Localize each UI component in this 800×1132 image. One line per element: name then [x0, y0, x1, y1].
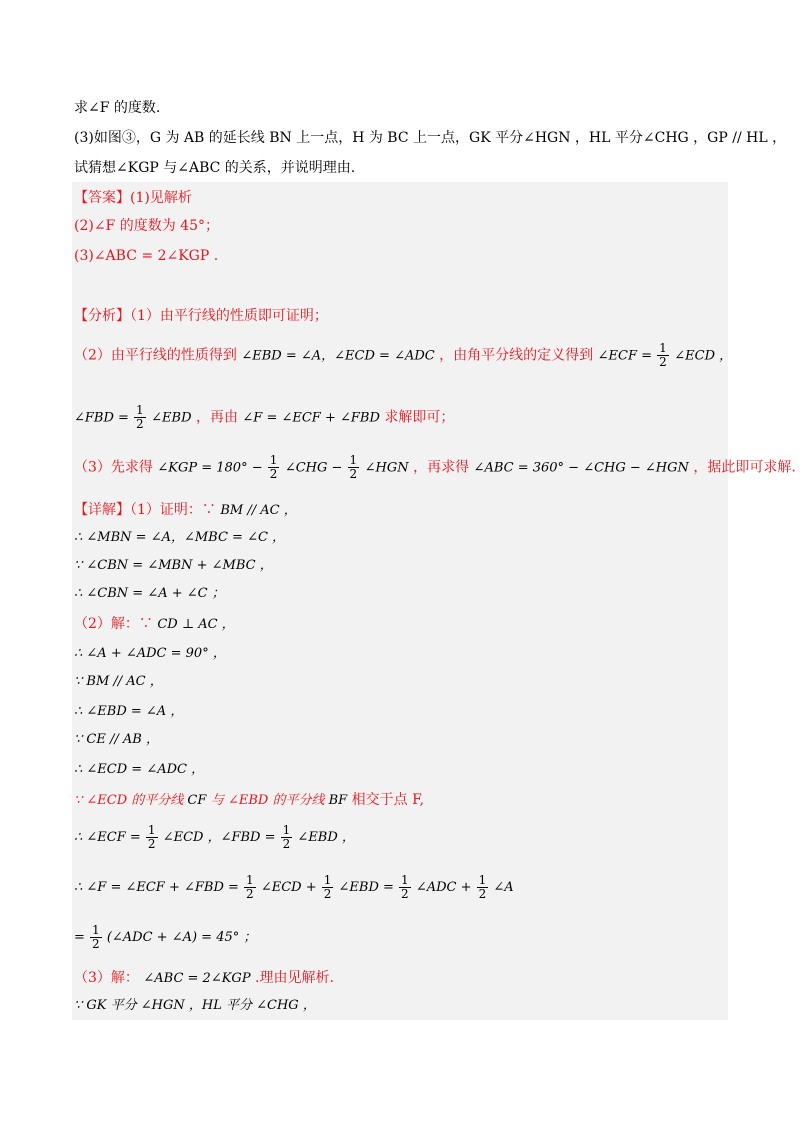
question-line-3: 试猜想∠KGP 与∠ABC 的关系，并说明理由.: [74, 160, 356, 176]
fraction-half: $\frac{1}{2}$: [478, 873, 487, 901]
analysis-text: 求解即可；: [384, 409, 455, 426]
detail-line-16: ∵ GK 平分 ∠HGN ，HL 平分 ∠CHG ，: [74, 998, 316, 1013]
detail-formula: ∠EBD =: [338, 880, 399, 895]
analysis-formula: ∠EBD: [151, 410, 192, 426]
fraction-half: $\frac{1}{2}$: [282, 823, 291, 851]
analysis-paragraph-3: [74, 404, 454, 431]
detail-formula: CF: [187, 793, 207, 808]
detail-formula: ∵ ∠ECD 的平分线: [74, 793, 188, 808]
detail-label: 【详解】（1）证明：∵: [74, 502, 221, 518]
fraction-half: $\frac{1}{2}$: [323, 873, 332, 901]
analysis-text: （2）由平行线的性质得到: [74, 347, 242, 364]
analysis-text: ，再求得: [413, 459, 474, 476]
detail-formula: ∴ ∠F = ∠ECF + ∠FBD =: [74, 880, 244, 895]
analysis-formula: ∠F = ∠ECF + ∠FBD: [242, 410, 380, 426]
analysis-formula: ∠ECF =: [597, 348, 657, 364]
detail-formula: ∠EBD ，: [297, 830, 355, 845]
analysis-paragraph-2: [74, 342, 732, 369]
analysis-formula: ∠KGP = 180° −: [157, 460, 267, 476]
fraction-half: $\frac{1}{2}$: [246, 873, 254, 901]
detail-line-7: ∵ BM // AC ，: [74, 674, 163, 689]
analysis-label: 【分析】（1）由平行线的性质即可证明；: [74, 308, 328, 324]
detail-formula: ∴ ∠ECF =: [74, 830, 145, 845]
detail-line-8: ∴ ∠EBD = ∠A ，: [74, 704, 184, 719]
detail-label: （2）解：∵: [74, 616, 158, 632]
detail-line-1: [74, 500, 297, 521]
detail-text: .理由见解析.: [255, 970, 334, 986]
detail-line-13: [74, 874, 514, 901]
detail-line-5: [74, 614, 235, 635]
detail-formula: ∠ADC +: [415, 880, 476, 895]
detail-formula: ∠ECD ，∠FBD =: [162, 830, 280, 845]
analysis-text: ，由角平分线的定义得到: [439, 347, 598, 364]
detail-formula: CD ⊥ AC ，: [157, 617, 235, 632]
detail-formula: ∠ABC = 2∠KGP: [143, 971, 251, 986]
detail-line-2: ∴ ∠MBN = ∠A，∠MBC = ∠C ，: [74, 530, 286, 545]
analysis-text: ，再由: [195, 409, 243, 426]
fraction-half: $\frac{1}{2}$: [269, 453, 278, 481]
analysis-formula: ∠HGN: [364, 460, 409, 476]
analysis-text: ，据此即可求解.: [693, 459, 796, 476]
fraction-half: $\frac{1}{2}$: [349, 453, 358, 481]
detail-line-10: ∴ ∠ECD = ∠ADC ，: [74, 762, 205, 777]
fraction-half: $\frac{1}{2}$: [147, 823, 156, 851]
detail-formula: ∠A: [493, 880, 514, 895]
fraction-half: $\frac{1}{2}$: [92, 923, 100, 951]
answer-item-3: (3)∠ABC = 2∠KGP .: [74, 248, 219, 264]
question-line-2: (3)如图③，G 为 AB 的延长线 BN 上一点，H 为 BC 上一点，GK 平分∠HGN ，HL 平分∠CHG ，GP // HL ，: [74, 130, 787, 146]
analysis-formula: ∠ABC = 360° − ∠CHG − ∠HGN: [473, 460, 689, 476]
detail-formula: =: [74, 930, 90, 945]
detail-formula: BF: [328, 793, 348, 808]
question-line-1: 求∠F 的度数.: [74, 100, 161, 116]
analysis-formula: ∠FBD =: [74, 410, 134, 426]
analysis-formula: ∠CHG −: [284, 460, 347, 476]
detail-line-4: ∴ ∠CBN = ∠A + ∠C ；: [74, 586, 225, 601]
fraction-half: $\frac{1}{2}$: [136, 403, 144, 431]
detail-formula: BM // AC ，: [220, 503, 297, 518]
detail-line-6: ∴ ∠A + ∠ADC = 90° ，: [74, 646, 226, 661]
analysis-text: （3）先求得: [74, 459, 158, 476]
detail-formula: ∠ECD +: [260, 880, 321, 895]
answer-label: 【答案】(1)见解析: [74, 190, 192, 206]
detail-line-11: [74, 790, 424, 811]
analysis-formula: ∠ECD ，: [674, 348, 733, 364]
detail-text: 相交于点 F,: [351, 792, 425, 808]
detail-formula: (∠ADC + ∠A) = 45° ；: [106, 930, 257, 945]
fraction-half: $\frac{1}{2}$: [659, 341, 667, 369]
fraction-half: $\frac{1}{2}$: [401, 873, 409, 901]
answer-item-2: (2)∠F 的度数为 45°；: [74, 218, 219, 234]
detail-line-12: [74, 824, 355, 851]
detail-line-15: [74, 968, 334, 989]
detail-line-9: ∵ CE // AB ，: [74, 732, 159, 747]
detail-formula: 与 ∠EBD 的平分线: [210, 793, 329, 808]
analysis-paragraph-4: [74, 454, 796, 481]
detail-line-3: ∵ ∠CBN = ∠MBN + ∠MBC ，: [74, 558, 273, 573]
analysis-formula: ∠EBD = ∠A，∠ECD = ∠ADC: [241, 348, 435, 364]
detail-line-14: [74, 924, 256, 951]
detail-label: （3）解：: [74, 970, 139, 986]
